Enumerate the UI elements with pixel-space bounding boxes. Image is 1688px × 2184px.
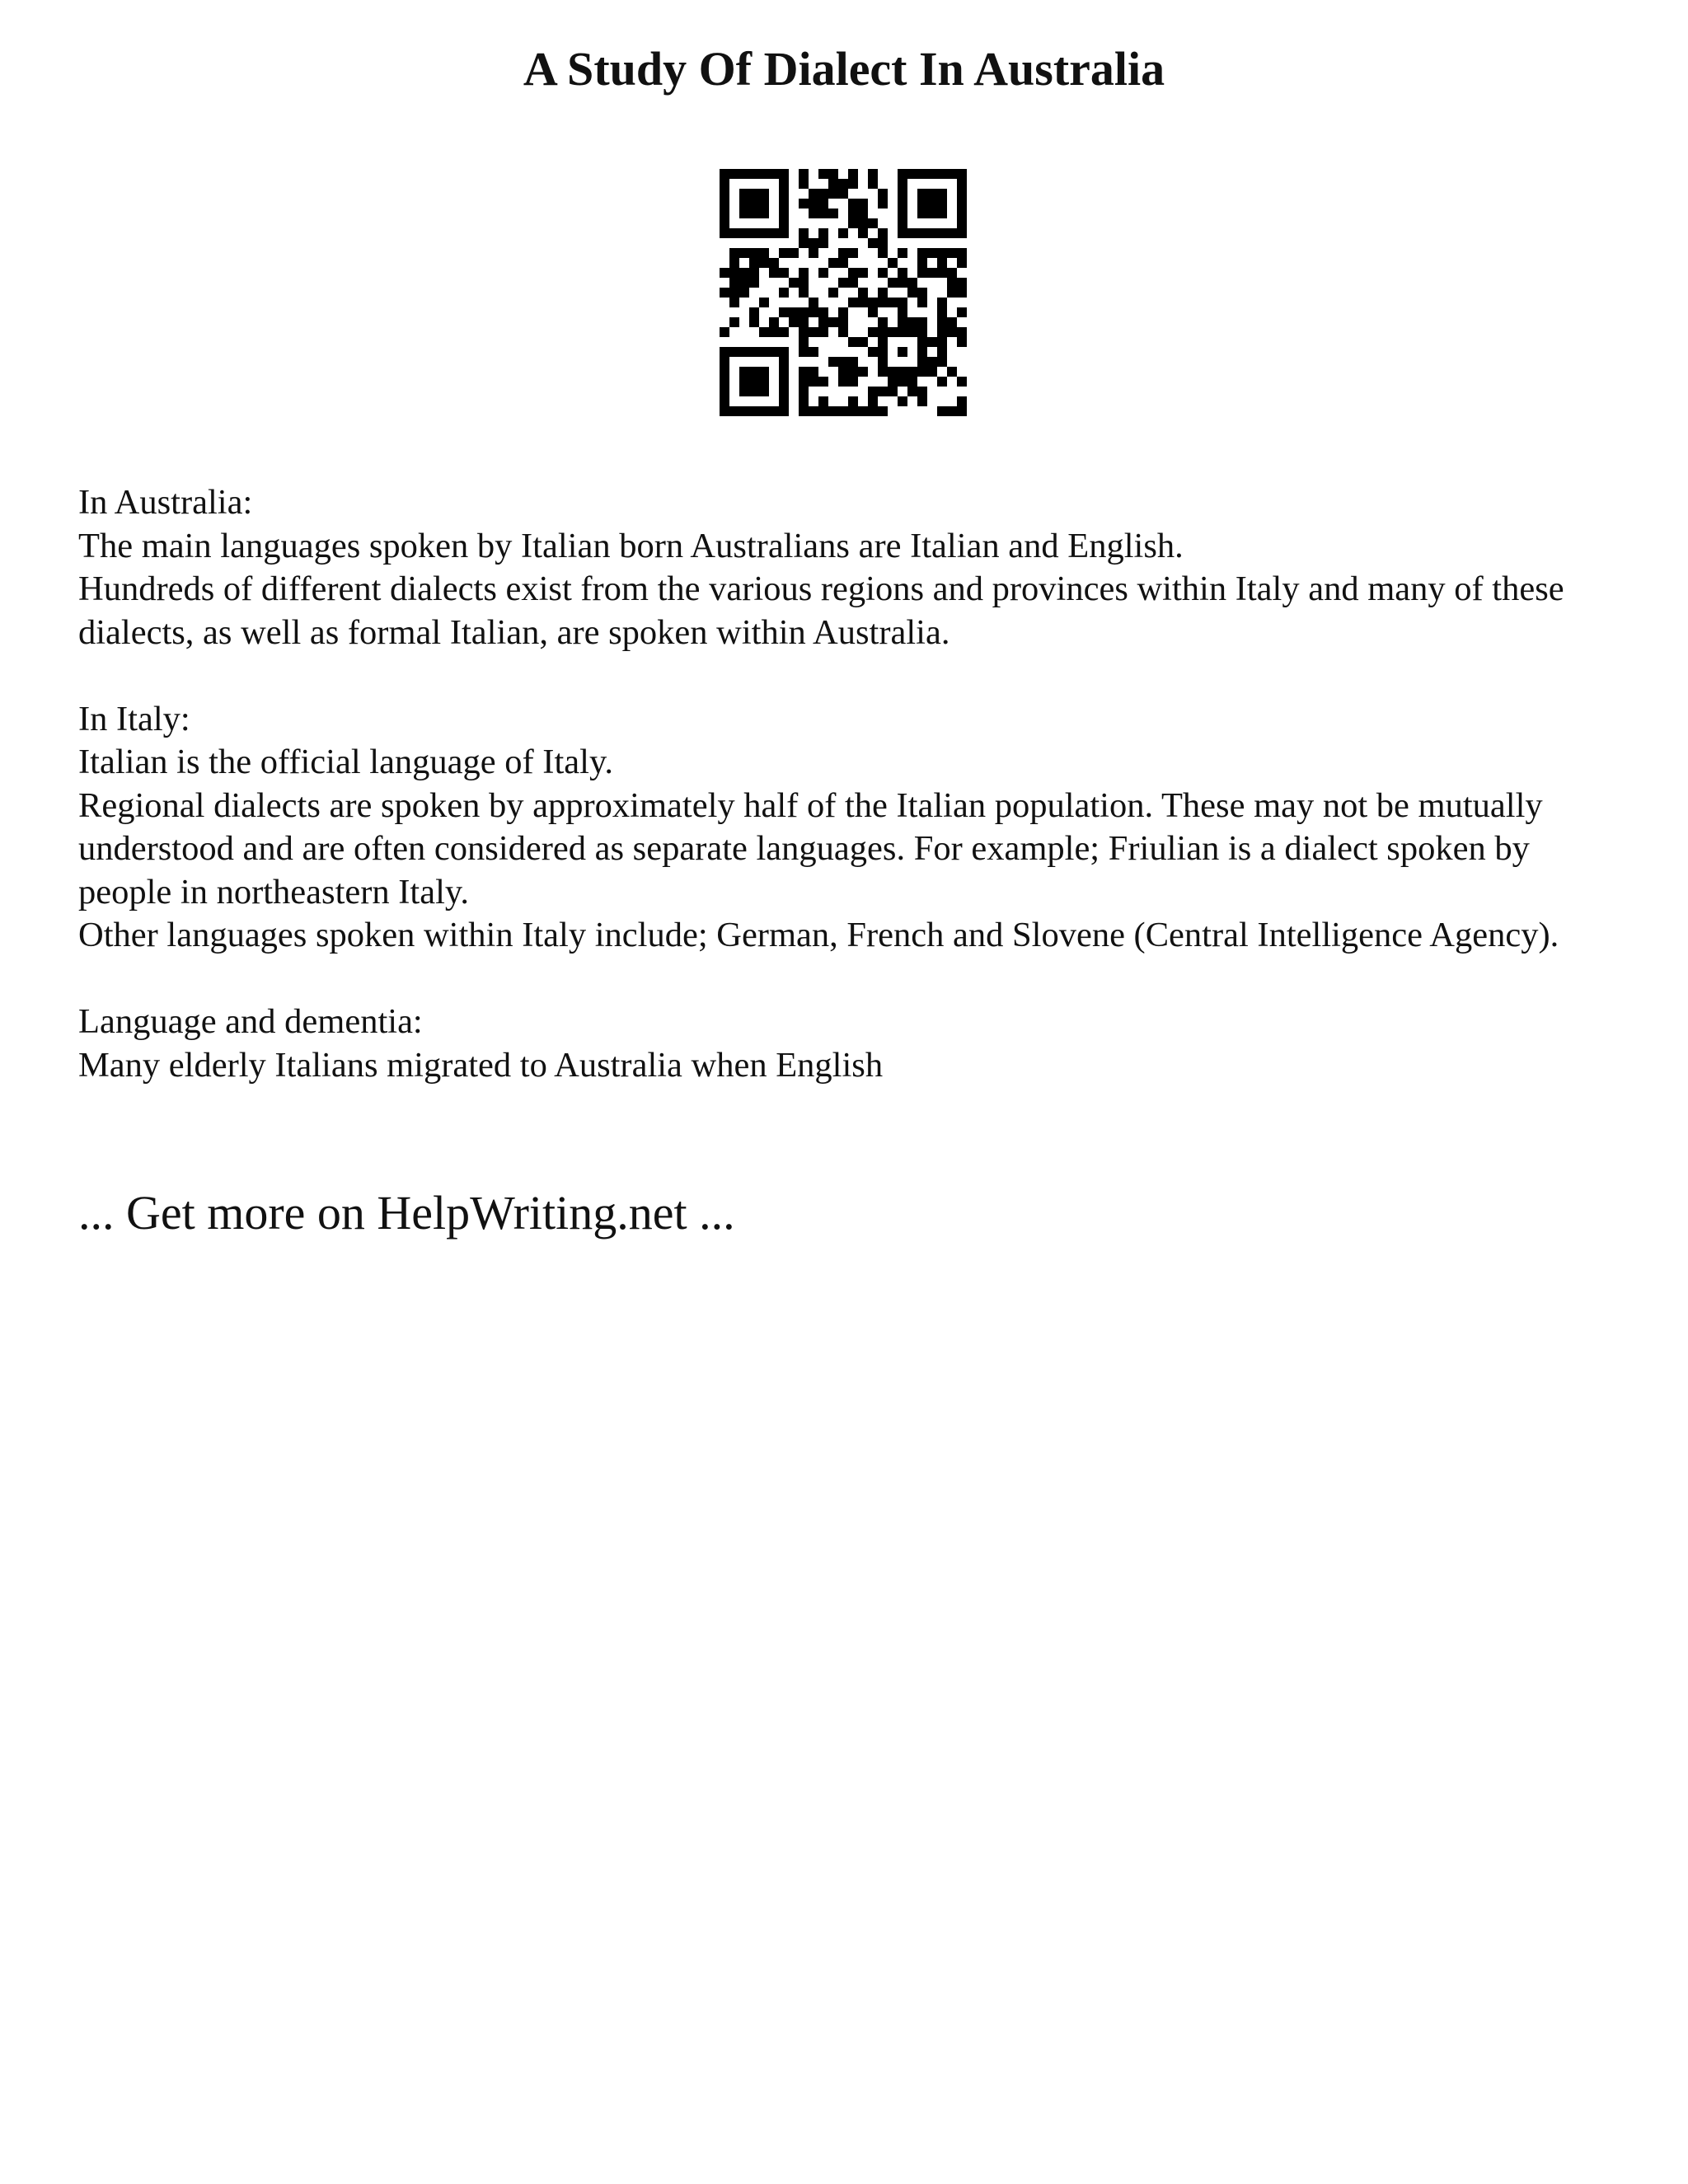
paragraph-main-languages: The main languages spoken by Italian born Australians are Italian and English. [78, 526, 1184, 565]
document-title: A Study Of Dialect In Australia [523, 42, 1165, 96]
section-heading-italy: In Italy: [78, 699, 190, 738]
document-body [78, 481, 1620, 1087]
qr-code-icon [720, 169, 967, 416]
paragraph-dialects-australia: Hundreds of different dialects exist from the various regions and provinces within Italy and many of these dialects, as well as formal Italian, are spoken within Australia. [78, 569, 1564, 652]
section-heading-dementia: Language and dementia: [78, 1002, 423, 1041]
paragraph-elderly-italians: Many elderly Italians migrated to Australia when English [78, 1045, 884, 1085]
section-heading-australia: In Australia: [78, 483, 253, 522]
paragraph-regional-dialects: Regional dialects are spoken by approximately half of the Italian population. These may not be mutually understood and are often considered as separate languages. For example; Friulian is a dialect spoken by people in northeastern Italy. [78, 785, 1543, 912]
paragraph-other-languages: Other languages spoken within Italy include; German, French and Slovene (Central Intelligence Agency). [78, 916, 1559, 954]
paragraph-official-language: Italian is the official language of Italy. [78, 743, 614, 781]
get-more-link[interactable]: ... Get more on HelpWriting.net ... [78, 1186, 735, 1240]
